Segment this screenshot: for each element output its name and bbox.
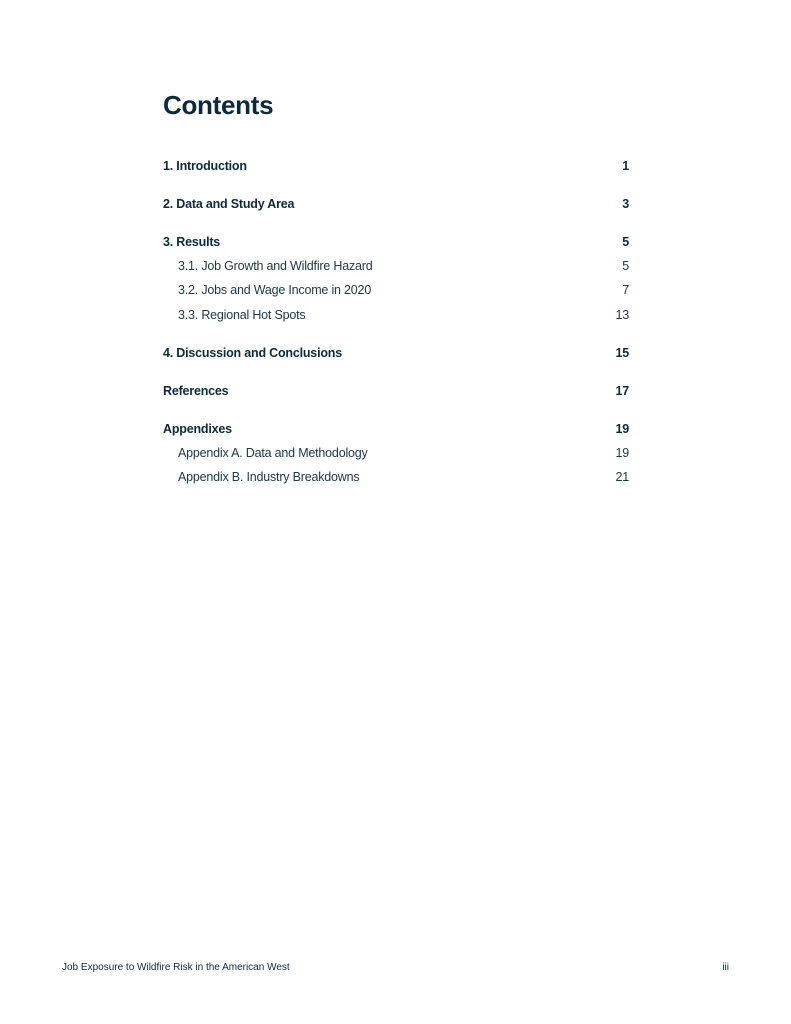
toc-entry-label: 2. Data and Study Area	[163, 197, 295, 211]
toc-entry-label: 1. Introduction	[163, 159, 247, 173]
toc-entry-appendix-b[interactable]	[163, 467, 629, 487]
toc-entry-page: 5	[622, 235, 629, 249]
toc-entry-page: 21	[615, 469, 629, 484]
toc-entry-appendixes[interactable]	[163, 419, 629, 439]
toc-entry-page: 7	[622, 283, 629, 298]
toc-entry-page: 1	[622, 159, 629, 173]
toc-entry-page: 15	[615, 345, 629, 360]
toc-entry-label: 3.3. Regional Hot Spots	[178, 307, 306, 322]
toc-entry-label: Appendix B. Industry Breakdowns	[178, 469, 360, 484]
toc-entry-label: 3. Results	[163, 235, 221, 249]
toc-entry-page: 19	[615, 445, 629, 460]
toc-entry-label: 4. Discussion and Conclusions	[163, 345, 342, 360]
toc-entry-label: 3.2. Jobs and Wage Income in 2020	[178, 283, 372, 298]
page-title: Contents	[163, 90, 274, 120]
toc-entry-label: References	[163, 383, 229, 398]
toc-entry-appendix-a[interactable]	[163, 443, 629, 463]
toc-entry-job-growth[interactable]	[163, 256, 629, 276]
toc-entry-discussion[interactable]	[163, 343, 629, 363]
table-of-contents	[163, 156, 629, 487]
footer-document-title: Job Exposure to Wildfire Risk in the American West	[62, 962, 290, 973]
toc-entry-results[interactable]	[163, 232, 629, 252]
footer-page-number: iii	[722, 962, 729, 973]
toc-entry-label: Appendix A. Data and Methodology	[178, 445, 368, 460]
toc-entry-label: Appendixes	[163, 421, 232, 436]
toc-entry-jobs-and-wage-income[interactable]	[163, 280, 629, 300]
toc-entry-page: 5	[622, 259, 629, 274]
toc-entry-page: 17	[615, 383, 629, 398]
toc-entry-page: 13	[615, 307, 629, 322]
toc-entry-label: 3.1. Job Growth and Wildfire Hazard	[178, 259, 373, 274]
toc-entry-regional-hot-spots[interactable]	[163, 305, 629, 325]
toc-entry-page: 3	[622, 197, 629, 211]
toc-entry-data-and-study-area[interactable]	[163, 194, 629, 214]
toc-entry-references[interactable]	[163, 381, 629, 401]
toc-entry-introduction[interactable]	[163, 156, 629, 176]
toc-entry-page: 19	[615, 421, 629, 436]
page-footer	[62, 962, 729, 973]
